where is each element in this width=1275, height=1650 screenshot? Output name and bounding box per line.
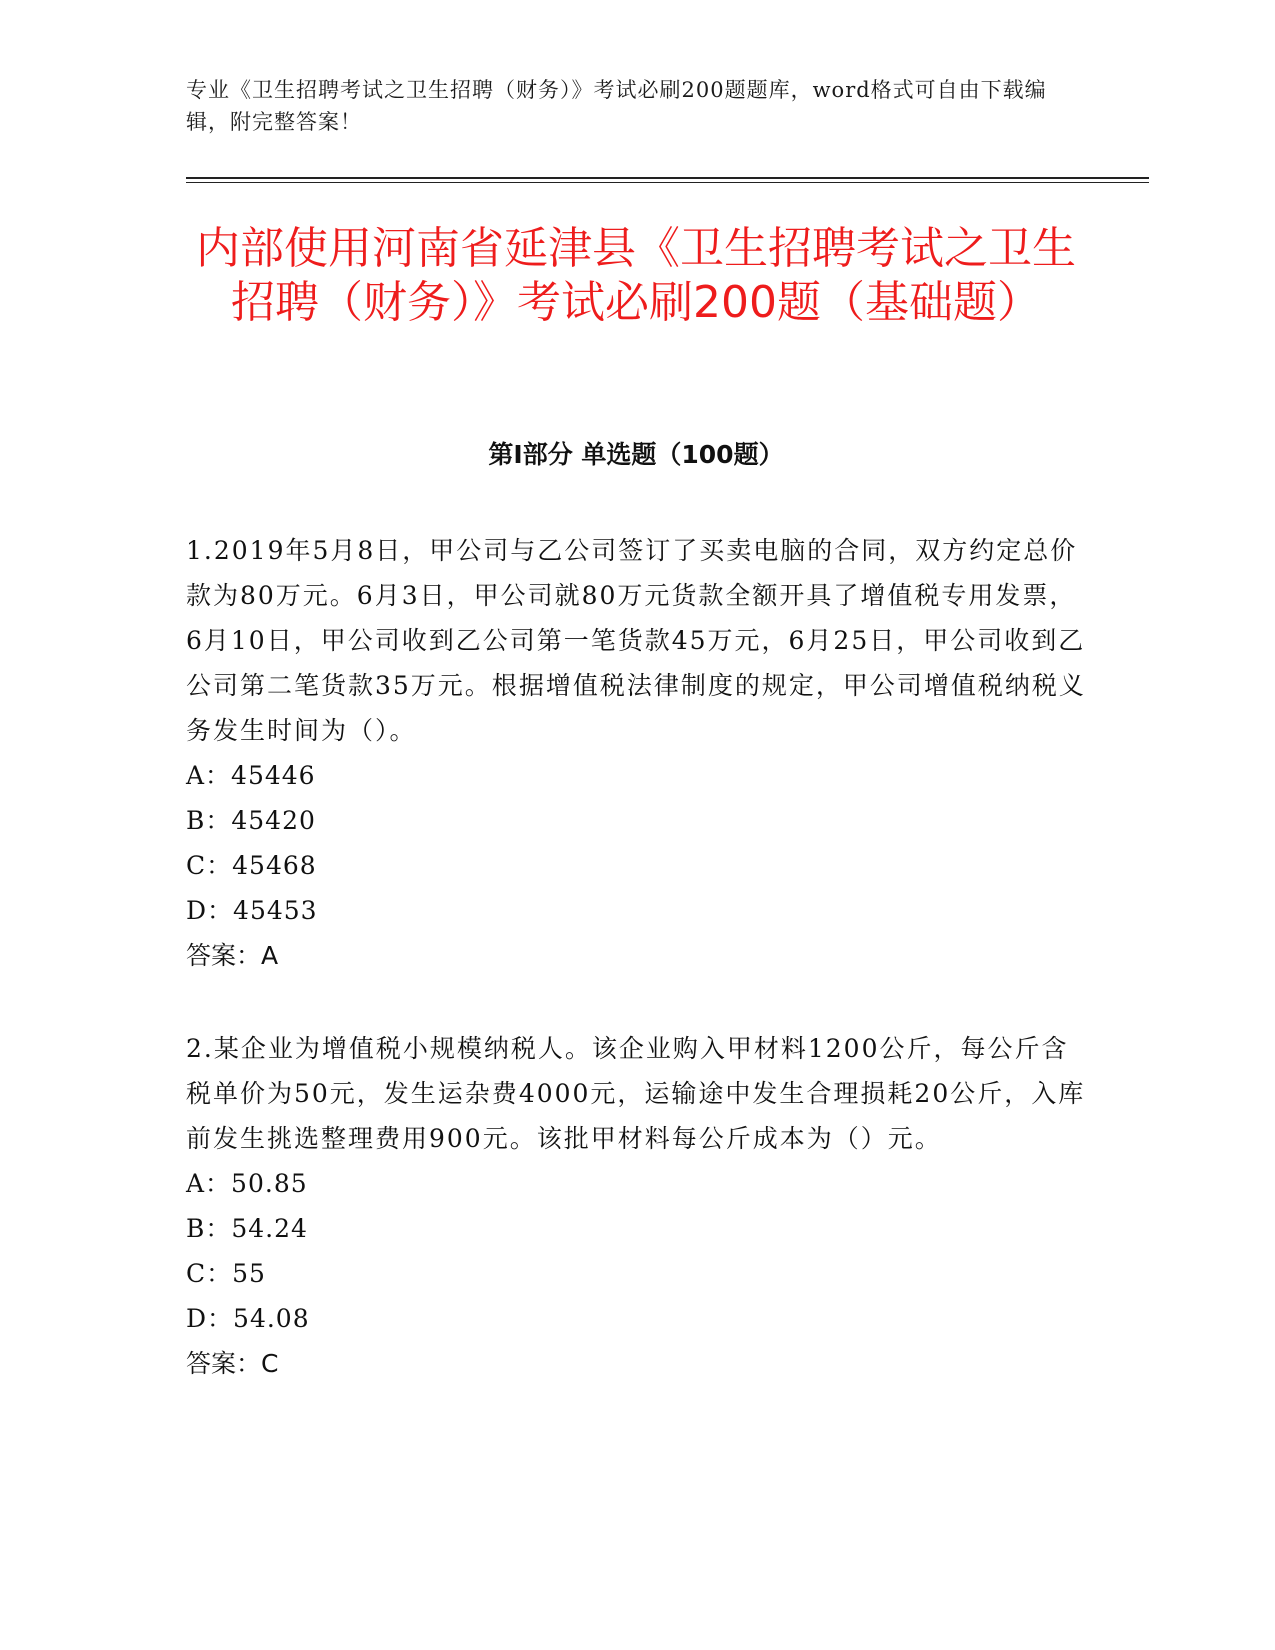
question-2 [186,1026,1086,1386]
option-a: A：50.85 [186,1169,308,1198]
option-c: C：45468 [186,851,317,880]
document-title: 内部使用河南省延津县《卫生招聘考试之卫生招聘（财务）》考试必刷200题（基础题） [196,223,1076,328]
question-text: 2.某企业为增值税小规模纳税人。该企业购入甲材料1200公斤，每公斤含税单价为50元，发生运杂费4000元，运输途中发生合理损耗20公斤，入库前发生挑选整理费用900元。该批甲材料每公斤成本为（）元。 [186,1034,1086,1153]
section-heading: 第I部分 单选题（100题） [488,440,784,469]
option-d: D：54.08 [186,1304,310,1333]
option-d: D：45453 [186,896,318,925]
option-list [186,753,1086,933]
option-list [186,1161,1086,1341]
question-1 [186,528,1086,978]
header-divider-thick [186,177,1149,179]
answer-label: 答案：C [186,1349,279,1378]
header-note: 专业《卫生招聘考试之卫生招聘（财务）》考试必刷200题题库，word格式可自由下载编辑，附完整答案！ [186,78,1047,134]
option-a: A：45446 [186,761,316,790]
answer-label: 答案：A [186,941,279,970]
option-b: B：45420 [186,806,316,835]
header-divider-thin [186,182,1149,183]
question-text: 1.2019年5月8日，甲公司与乙公司签订了买卖电脑的合同，双方约定总价款为80万元。6月3日，甲公司就80万元货款全额开具了增值税专用发票，6月10日，甲公司收到乙公司第一笔货款45万元，6月25日，甲公司收到乙公司第二笔货款35万元。根据增值税法律制度的规定，甲公司增值税纳税义务发生时间为（）。 [186,536,1086,745]
option-c: C：55 [186,1259,266,1288]
option-b: B：54.24 [186,1214,308,1243]
